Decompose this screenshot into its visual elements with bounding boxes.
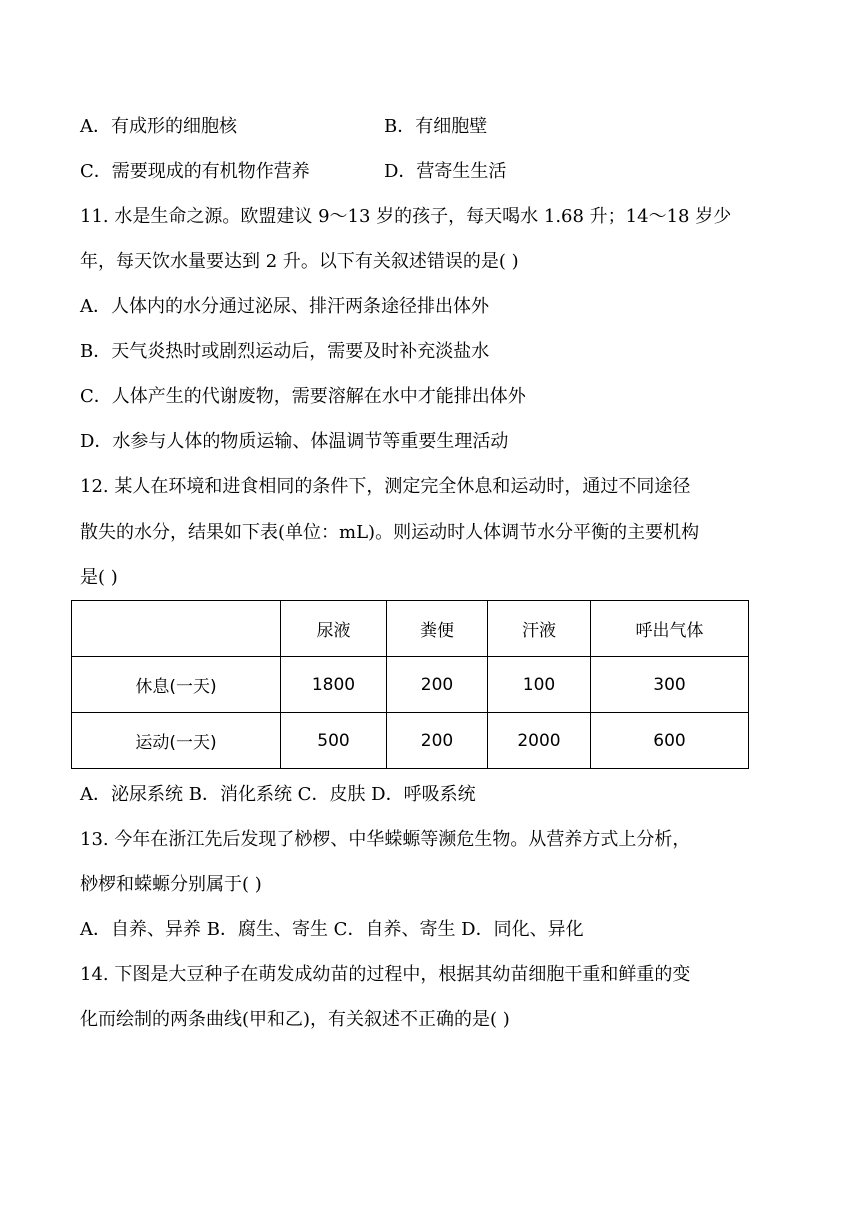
- table-row: [72, 713, 749, 769]
- q10-option-d: D．营寄生生活: [384, 161, 507, 182]
- table-cell: 100: [488, 657, 591, 713]
- table-cell: 200: [387, 713, 488, 769]
- table-header-cell: 呼出气体: [591, 601, 749, 657]
- q10-option-a: A．有成形的细胞核: [80, 116, 237, 137]
- q11-stem-line2: 年，每天饮水量要达到 2 升。以下有关叙述错误的是( ): [80, 251, 519, 272]
- q10-option-b: B．有细胞壁: [384, 116, 488, 137]
- q12-options: A．泌尿系统 B．消化系统 C．皮肤 D．呼吸系统: [80, 784, 476, 805]
- q12-stem-line3: 是( ): [80, 567, 118, 588]
- table-cell: 2000: [488, 713, 591, 769]
- water-loss-table: [71, 600, 749, 769]
- q11-stem-line1: 11. 水是生命之源。欧盟建议 9～13 岁的孩子，每天喝水 1.68 升；14～18 岁少: [80, 206, 732, 227]
- q13-options: A．自养、异养 B．腐生、寄生 C．自养、寄生 D．同化、异化: [80, 919, 584, 940]
- table-cell: 600: [591, 713, 749, 769]
- q13-stem-line1: 13. 今年在浙江先后发现了桫椤、中华蝾螈等濒危生物。从营养方式上分析，: [80, 829, 691, 850]
- table-cell: 运动(一天): [72, 713, 281, 769]
- q14-stem-line2: 化而绘制的两条曲线(甲和乙)，有关叙述不正确的是( ): [80, 1009, 510, 1030]
- q14-stem-line1: 14. 下图是大豆种子在萌发成幼苗的过程中，根据其幼苗细胞干重和鲜重的变: [80, 964, 691, 985]
- table-header-cell: 汗液: [488, 601, 591, 657]
- q11-option-a: A．人体内的水分通过泌尿、排汗两条途径排出体外: [80, 296, 489, 317]
- q11-option-c: C．人体产生的代谢废物，需要溶解在水中才能排出体外: [80, 386, 526, 407]
- q11-option-b: B．天气炎热时或剧烈运动后，需要及时补充淡盐水: [80, 341, 490, 362]
- q11-option-d: D．水参与人体的物质运输、体温调节等重要生理活动: [80, 431, 509, 452]
- table-cell: 休息(一天): [72, 657, 281, 713]
- table-cell: 200: [387, 657, 488, 713]
- table-cell: 500: [281, 713, 387, 769]
- q13-stem-line2: 桫椤和蝾螈分别属于( ): [80, 874, 262, 895]
- table-header-cell: [72, 601, 281, 657]
- table-cell: 300: [591, 657, 749, 713]
- q10-option-c: C．需要现成的有机物作营养: [80, 161, 310, 182]
- table-header-cell: 粪便: [387, 601, 488, 657]
- q12-stem-line2: 散失的水分，结果如下表(单位：mL)。则运动时人体调节水分平衡的主要机构: [80, 522, 700, 543]
- table-cell: 1800: [281, 657, 387, 713]
- table-header-row: [72, 601, 749, 657]
- q12-stem-line1: 12. 某人在环境和进食相同的条件下，测定完全休息和运动时，通过不同途径: [80, 476, 691, 497]
- table-header-cell: 尿液: [281, 601, 387, 657]
- table-row: [72, 657, 749, 713]
